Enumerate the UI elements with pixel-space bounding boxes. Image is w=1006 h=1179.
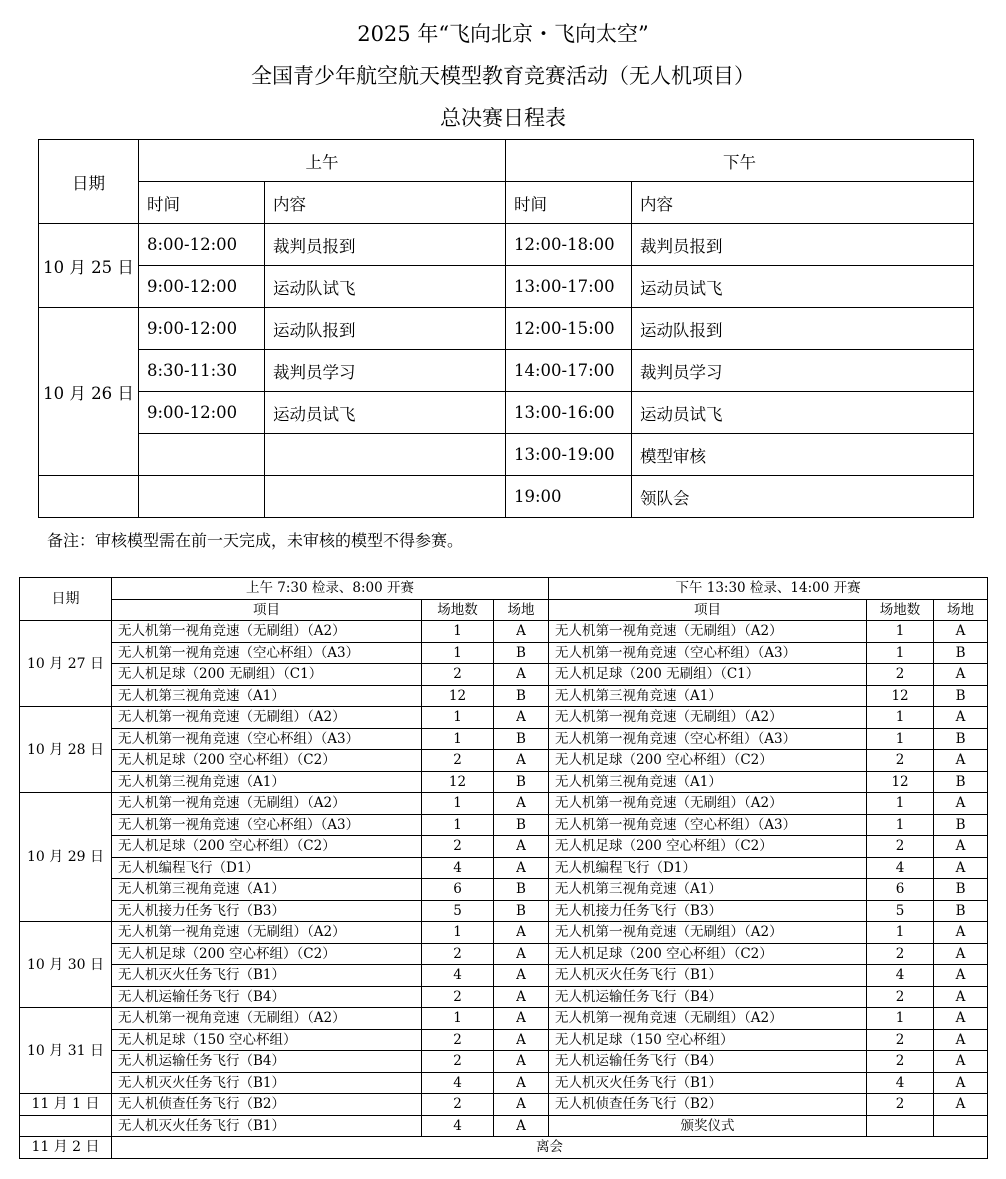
pm-item-cell: 无人机第三视角竞速（A1） — [549, 879, 867, 901]
date-cell: 10 月 29 日 — [20, 793, 112, 922]
pm-venue-cell: B — [934, 900, 988, 922]
table-row — [39, 434, 974, 476]
am-count-cell: 2 — [422, 986, 494, 1008]
table-row — [20, 857, 988, 879]
am-item-cell: 无人机足球（200 无刷组）（C1） — [112, 664, 422, 686]
pm-count-cell: 12 — [867, 771, 934, 793]
am-count-cell: 5 — [422, 900, 494, 922]
title-line-1: 2025 年“飞向北京・飞向太空” — [357, 22, 649, 46]
pm-count-cell: 4 — [867, 857, 934, 879]
am-time-cell: 9:00-12:00 — [139, 308, 265, 350]
pm-content-cell: 运动队报到 — [632, 308, 974, 350]
note: 备注：审核模型需在前一天完成，未审核的模型不得参赛。 — [47, 531, 464, 550]
pm-venue-cell: B — [934, 642, 988, 664]
departure-cell: 离会 — [112, 1137, 988, 1159]
pm-count-cell: 2 — [867, 1094, 934, 1116]
table-row — [20, 621, 988, 643]
pm-count-cell: 1 — [867, 707, 934, 729]
am-item-cell: 无人机足球（200 空心杯组）（C2） — [112, 836, 422, 858]
am-venue-cell: A — [494, 1008, 549, 1030]
am-content-cell — [265, 476, 506, 518]
table-row — [20, 1115, 988, 1137]
table-row — [20, 814, 988, 836]
pm-count-cell: 4 — [867, 1072, 934, 1094]
pm-item-cell: 无人机足球（200 空心杯组）（C2） — [549, 750, 867, 772]
pm-venue-cell: B — [934, 685, 988, 707]
table-row — [20, 771, 988, 793]
title-line-2: 全国青少年航空航天模型教育竞赛活动（无人机项目） — [251, 64, 755, 88]
pm-venue-cell: B — [934, 771, 988, 793]
am-venue-cell: A — [494, 793, 549, 815]
pm-count-cell: 2 — [867, 1029, 934, 1051]
pm-count-header: 场地数 — [867, 599, 934, 621]
am-item-cell: 无人机灭火任务飞行（B1） — [112, 965, 422, 987]
pm-venue-header: 场地 — [934, 599, 988, 621]
pm-venue-cell: A — [934, 922, 988, 944]
pm-item-cell: 无人机灭火任务飞行（B1） — [549, 1072, 867, 1094]
pm-item-cell: 无人机第一视角竞速（无刷组）（A2） — [549, 922, 867, 944]
pm-time-cell: 13:00-16:00 — [506, 392, 632, 434]
am-venue-cell: A — [494, 1115, 549, 1137]
pm-count-cell: 1 — [867, 1008, 934, 1030]
am-count-cell: 2 — [422, 750, 494, 772]
pm-count-cell: 2 — [867, 836, 934, 858]
am-count-cell: 4 — [422, 965, 494, 987]
pm-venue-cell: A — [934, 1072, 988, 1094]
pm-item-cell: 无人机灭火任务飞行（B1） — [549, 965, 867, 987]
table-row — [39, 308, 974, 350]
table-row — [20, 1051, 988, 1073]
pm-count-cell: 1 — [867, 642, 934, 664]
pm-time-cell: 14:00-17:00 — [506, 350, 632, 392]
pm-time-cell: 13:00-19:00 — [506, 434, 632, 476]
am-venue-cell: A — [494, 707, 549, 729]
am-item-header: 项目 — [112, 599, 422, 621]
title-line-3: 总决赛日程表 — [440, 106, 566, 130]
table-row — [20, 836, 988, 858]
am-venue-cell: A — [494, 965, 549, 987]
am-count-cell: 4 — [422, 1072, 494, 1094]
am-count-cell: 2 — [422, 1051, 494, 1073]
am-content-cell — [265, 434, 506, 476]
pm-item-cell: 无人机第一视角竞速（无刷组）（A2） — [549, 793, 867, 815]
am-time-cell: 9:00-12:00 — [139, 392, 265, 434]
date-cell — [39, 476, 139, 518]
pm-count-cell: 2 — [867, 1051, 934, 1073]
table-row — [39, 224, 974, 266]
am-count-cell: 2 — [422, 836, 494, 858]
am-item-cell: 无人机灭火任务飞行（B1） — [112, 1072, 422, 1094]
pm-header: 下午 13:30 检录、14:00 开赛 — [549, 578, 988, 600]
date-header: 日期 — [39, 140, 139, 224]
am-venue-cell: A — [494, 857, 549, 879]
table-row — [20, 986, 988, 1008]
table-row — [39, 266, 974, 308]
date-cell: 10 月 31 日 — [20, 1008, 112, 1094]
am-item-cell: 无人机第一视角竞速（空心杯组）（A3） — [112, 728, 422, 750]
table-row — [20, 900, 988, 922]
pm-content-cell: 运动员试飞 — [632, 392, 974, 434]
table-row — [20, 922, 988, 944]
schedule-table-competition — [19, 577, 988, 1159]
pm-item-cell: 无人机第一视角竞速（空心杯组）（A3） — [549, 814, 867, 836]
pm-item-cell: 无人机第一视角竞速（空心杯组）（A3） — [549, 728, 867, 750]
pm-item-cell: 无人机第一视角竞速（无刷组）（A2） — [549, 707, 867, 729]
pm-count-cell: 2 — [867, 664, 934, 686]
table-row — [20, 728, 988, 750]
date-cell: 10 月 27 日 — [20, 621, 112, 707]
pm-time-cell: 12:00-18:00 — [506, 224, 632, 266]
pm-content-header: 内容 — [632, 182, 974, 224]
am-count-cell: 1 — [422, 922, 494, 944]
pm-item-cell: 无人机接力任务飞行（B3） — [549, 900, 867, 922]
am-venue-cell: A — [494, 1029, 549, 1051]
am-content-cell: 运动队报到 — [265, 308, 506, 350]
pm-count-cell: 4 — [867, 965, 934, 987]
table-subheader-row — [20, 599, 988, 621]
pm-count-cell — [867, 1115, 934, 1137]
am-time-cell: 8:00-12:00 — [139, 224, 265, 266]
date-cell: 11 月 1 日 — [20, 1094, 112, 1116]
am-time-cell: 8:30-11:30 — [139, 350, 265, 392]
pm-venue-cell — [934, 1115, 988, 1137]
pm-item-cell: 无人机第三视角竞速（A1） — [549, 771, 867, 793]
am-count-cell: 1 — [422, 1008, 494, 1030]
pm-item-cell: 无人机足球（200 空心杯组）（C2） — [549, 943, 867, 965]
am-item-cell: 无人机运输任务飞行（B4） — [112, 986, 422, 1008]
am-item-cell: 无人机灭火任务飞行（B1） — [112, 1115, 422, 1137]
pm-count-cell: 12 — [867, 685, 934, 707]
am-item-cell: 无人机足球（200 空心杯组）（C2） — [112, 943, 422, 965]
date-cell: 11 月 2 日 — [20, 1137, 112, 1159]
pm-venue-cell: A — [934, 1094, 988, 1116]
am-count-cell: 1 — [422, 814, 494, 836]
am-count-cell: 1 — [422, 707, 494, 729]
am-count-cell: 1 — [422, 728, 494, 750]
pm-count-cell: 1 — [867, 922, 934, 944]
am-venue-cell: B — [494, 642, 549, 664]
am-item-cell: 无人机第三视角竞速（A1） — [112, 879, 422, 901]
am-header: 上午 7:30 检录、8:00 开赛 — [112, 578, 549, 600]
am-venue-header: 场地 — [494, 599, 549, 621]
pm-item-cell: 无人机第一视角竞速（无刷组）（A2） — [549, 621, 867, 643]
am-item-cell: 无人机第一视角竞速（无刷组）（A2） — [112, 793, 422, 815]
am-count-cell: 2 — [422, 664, 494, 686]
table-row — [20, 793, 988, 815]
table-row — [20, 1137, 988, 1159]
pm-count-cell: 2 — [867, 943, 934, 965]
pm-venue-cell: A — [934, 750, 988, 772]
am-item-cell: 无人机第一视角竞速（无刷组）（A2） — [112, 922, 422, 944]
am-time-cell — [139, 434, 265, 476]
schedule-table-arrival — [38, 139, 974, 518]
pm-item-cell: 无人机第一视角竞速（空心杯组）（A3） — [549, 642, 867, 664]
pm-venue-cell: A — [934, 1051, 988, 1073]
table-row — [20, 664, 988, 686]
pm-time-header: 时间 — [506, 182, 632, 224]
date-cell: 10 月 30 日 — [20, 922, 112, 1008]
am-venue-cell: A — [494, 621, 549, 643]
am-venue-cell: A — [494, 664, 549, 686]
am-content-cell: 裁判员报到 — [265, 224, 506, 266]
date-header: 日期 — [20, 578, 112, 621]
pm-venue-cell: A — [934, 1029, 988, 1051]
date-cell-empty — [20, 1115, 112, 1137]
am-item-cell: 无人机接力任务飞行（B3） — [112, 900, 422, 922]
pm-venue-cell: A — [934, 1008, 988, 1030]
am-venue-cell: A — [494, 1072, 549, 1094]
pm-count-cell: 1 — [867, 621, 934, 643]
am-count-header: 场地数 — [422, 599, 494, 621]
table-row — [20, 642, 988, 664]
table-row — [20, 1029, 988, 1051]
pm-item-cell: 无人机第三视角竞速（A1） — [549, 685, 867, 707]
pm-content-cell: 领队会 — [632, 476, 974, 518]
pm-header: 下午 — [506, 140, 974, 182]
am-venue-cell: A — [494, 836, 549, 858]
am-content-cell: 裁判员学习 — [265, 350, 506, 392]
am-count-cell: 2 — [422, 1094, 494, 1116]
pm-item-header: 项目 — [549, 599, 867, 621]
am-content-cell: 运动员试飞 — [265, 392, 506, 434]
pm-count-cell: 1 — [867, 814, 934, 836]
am-venue-cell: B — [494, 814, 549, 836]
table-row — [39, 350, 974, 392]
pm-venue-cell: A — [934, 621, 988, 643]
table-row — [20, 879, 988, 901]
table-row — [20, 1008, 988, 1030]
table-row — [20, 1072, 988, 1094]
am-time-cell — [139, 476, 265, 518]
am-time-header: 时间 — [139, 182, 265, 224]
table-row — [20, 685, 988, 707]
pm-venue-cell: A — [934, 664, 988, 686]
pm-content-cell: 运动员试飞 — [632, 266, 974, 308]
am-venue-cell: A — [494, 986, 549, 1008]
pm-venue-cell: B — [934, 879, 988, 901]
am-item-cell: 无人机第一视角竞速（空心杯组）（A3） — [112, 642, 422, 664]
pm-item-cell: 无人机编程飞行（D1） — [549, 857, 867, 879]
am-content-header: 内容 — [265, 182, 506, 224]
am-venue-cell: B — [494, 685, 549, 707]
pm-venue-cell: B — [934, 728, 988, 750]
am-count-cell: 6 — [422, 879, 494, 901]
am-content-cell: 运动队试飞 — [265, 266, 506, 308]
am-item-cell: 无人机第一视角竞速（无刷组）（A2） — [112, 1008, 422, 1030]
pm-count-cell: 6 — [867, 879, 934, 901]
table-row — [20, 965, 988, 987]
am-item-cell: 无人机第三视角竞速（A1） — [112, 685, 422, 707]
pm-content-cell: 裁判员报到 — [632, 224, 974, 266]
pm-content-cell: 模型审核 — [632, 434, 974, 476]
pm-time-cell: 19:00 — [506, 476, 632, 518]
am-count-cell: 1 — [422, 642, 494, 664]
am-venue-cell: A — [494, 1094, 549, 1116]
pm-item-cell: 无人机侦查任务飞行（B2） — [549, 1094, 867, 1116]
am-count-cell: 4 — [422, 1115, 494, 1137]
date-cell: 10 月 26 日 — [39, 308, 139, 476]
pm-venue-cell: A — [934, 793, 988, 815]
table-row — [20, 943, 988, 965]
pm-time-cell: 12:00-15:00 — [506, 308, 632, 350]
pm-count-cell: 2 — [867, 986, 934, 1008]
pm-venue-cell: A — [934, 857, 988, 879]
pm-venue-cell: A — [934, 965, 988, 987]
am-item-cell: 无人机足球（150 空心杯组） — [112, 1029, 422, 1051]
am-count-cell: 2 — [422, 943, 494, 965]
pm-count-cell: 5 — [867, 900, 934, 922]
am-item-cell: 无人机编程飞行（D1） — [112, 857, 422, 879]
pm-item-cell: 无人机足球（200 无刷组）（C1） — [549, 664, 867, 686]
am-item-cell: 无人机第一视角竞速（空心杯组）（A3） — [112, 814, 422, 836]
pm-count-cell: 1 — [867, 728, 934, 750]
pm-item-cell: 无人机足球（200 空心杯组）（C2） — [549, 836, 867, 858]
pm-venue-cell: A — [934, 943, 988, 965]
am-item-cell: 无人机侦查任务飞行（B2） — [112, 1094, 422, 1116]
pm-count-cell: 2 — [867, 750, 934, 772]
am-item-cell: 无人机第一视角竞速（无刷组）（A2） — [112, 621, 422, 643]
pm-item-cell: 无人机运输任务飞行（B4） — [549, 1051, 867, 1073]
am-item-cell: 无人机运输任务飞行（B4） — [112, 1051, 422, 1073]
pm-item-cell: 无人机运输任务飞行（B4） — [549, 986, 867, 1008]
am-venue-cell: A — [494, 922, 549, 944]
pm-venue-cell: A — [934, 836, 988, 858]
pm-content-cell: 裁判员学习 — [632, 350, 974, 392]
am-venue-cell: A — [494, 943, 549, 965]
am-header: 上午 — [139, 140, 506, 182]
am-count-cell: 2 — [422, 1029, 494, 1051]
date-cell: 10 月 28 日 — [20, 707, 112, 793]
am-count-cell: 12 — [422, 771, 494, 793]
pm-time-cell: 13:00-17:00 — [506, 266, 632, 308]
table-row — [20, 707, 988, 729]
table-row — [20, 1094, 988, 1116]
am-venue-cell: A — [494, 1051, 549, 1073]
table-header-row — [39, 140, 974, 182]
am-count-cell: 1 — [422, 793, 494, 815]
date-cell: 10 月 25 日 — [39, 224, 139, 308]
pm-item-cell: 颁奖仪式 — [549, 1115, 867, 1137]
am-venue-cell: B — [494, 728, 549, 750]
table-row — [20, 750, 988, 772]
table-header-row — [20, 578, 988, 600]
table-subheader-row — [39, 182, 974, 224]
table-row — [39, 476, 974, 518]
pm-venue-cell: A — [934, 707, 988, 729]
am-time-cell: 9:00-12:00 — [139, 266, 265, 308]
am-item-cell: 无人机第一视角竞速（无刷组）（A2） — [112, 707, 422, 729]
pm-venue-cell: A — [934, 986, 988, 1008]
am-item-cell: 无人机足球（200 空心杯组）（C2） — [112, 750, 422, 772]
pm-item-cell: 无人机第一视角竞速（无刷组）（A2） — [549, 1008, 867, 1030]
am-count-cell: 1 — [422, 621, 494, 643]
am-venue-cell: B — [494, 879, 549, 901]
am-item-cell: 无人机第三视角竞速（A1） — [112, 771, 422, 793]
am-venue-cell: A — [494, 750, 549, 772]
pm-count-cell: 1 — [867, 793, 934, 815]
table-row — [39, 392, 974, 434]
am-count-cell: 12 — [422, 685, 494, 707]
am-count-cell: 4 — [422, 857, 494, 879]
pm-item-cell: 无人机足球（150 空心杯组） — [549, 1029, 867, 1051]
am-venue-cell: B — [494, 771, 549, 793]
pm-venue-cell: B — [934, 814, 988, 836]
am-venue-cell: B — [494, 900, 549, 922]
